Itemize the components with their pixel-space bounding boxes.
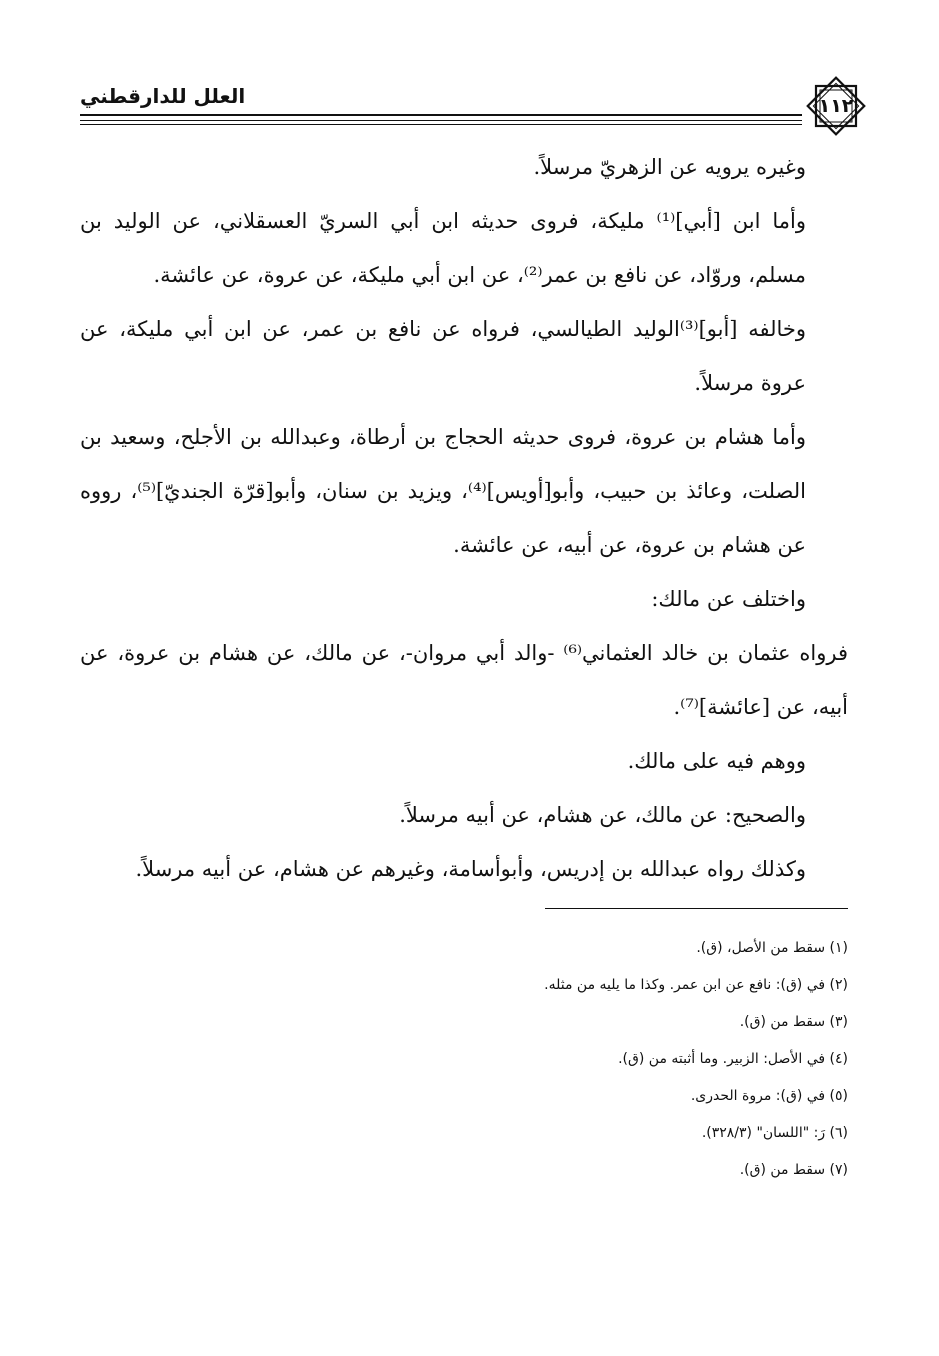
footnote: (٥) في (ق): مروة الحدرى.: [690, 1088, 848, 1104]
footnote: (١) سقط من الأصل، (ق).: [696, 940, 848, 956]
book-title: العلل للدارقطني: [80, 84, 246, 108]
paragraph: والصحيح: عن مالك، عن هشام، عن أبيه مرسلاً.: [399, 803, 806, 827]
paragraph: فرواه عثمان بن خالد العثماني⁽⁶⁾ -والد أبي مروان-، عن مالك، عن هشام بن عروة، عن أبيه، عن [عائشة]⁽⁷⁾.: [80, 641, 849, 719]
paragraph: وأما ابن [أبي]⁽¹⁾ مليكة، فروى حديثه ابن أبي السريّ العسقلاني، عن الوليد بن مسلم، وروّاد، عن نافع بن عمر⁽²⁾، عن ابن أبي مليكة، عن عروة، عن عائشة.: [80, 209, 806, 287]
paragraph: وخالفه [أبو]⁽³⁾الوليد الطيالسي، فرواه عن نافع بن عمر، عن ابن أبي مليكة، عن عروة مرسلاً.: [80, 317, 806, 395]
page-header: [80, 76, 870, 136]
page-number-star-frame: [802, 76, 870, 136]
footnote: (٢) في (ق): نافع عن ابن عمر. وكذا ما يليه من مثله.: [544, 977, 848, 993]
header-rule: [80, 114, 802, 116]
paragraph: وكذلك رواه عبدالله بن إدريس، وأبوأسامة، وغيرهم عن هشام، عن أبيه مرسلاً.: [135, 857, 806, 881]
paragraph: وأما هشام بن عروة، فروى حديثه الحجاج بن أرطاة، وعبدالله بن الأجلح، وسعيد بن الصلت، وعائذ بن حبيب، وأبو[أويس]⁽⁴⁾، ويزيد بن سنان، وأبو[قرّة الجنديّ]⁽⁵⁾، رووه عن هشام بن عروة، عن أبيه، عن عائشة.: [80, 425, 806, 557]
footnote: (٦) رَ: "اللسان" (٣٢٨/٣).: [701, 1125, 848, 1141]
paragraph: واختلف عن مالك:: [651, 587, 806, 611]
footnote: (٤) في الأصل: الزبير. وما أثبته من (ق).: [618, 1051, 848, 1067]
footnote: (٣) سقط من (ق).: [739, 1014, 848, 1030]
footnote-separator: [545, 908, 848, 909]
header-rule: [80, 124, 802, 125]
paragraph: ووهم فيه على مالك.: [627, 749, 806, 773]
paragraph: وغيره يرويه عن الزهريّ مرسلاً.: [533, 155, 806, 179]
page-number: ١١٢: [818, 95, 854, 117]
main-text: [80, 140, 848, 896]
footnote: (٧) سقط من (ق).: [739, 1162, 848, 1178]
footnotes: [300, 930, 848, 1189]
header-rule: [80, 120, 802, 121]
